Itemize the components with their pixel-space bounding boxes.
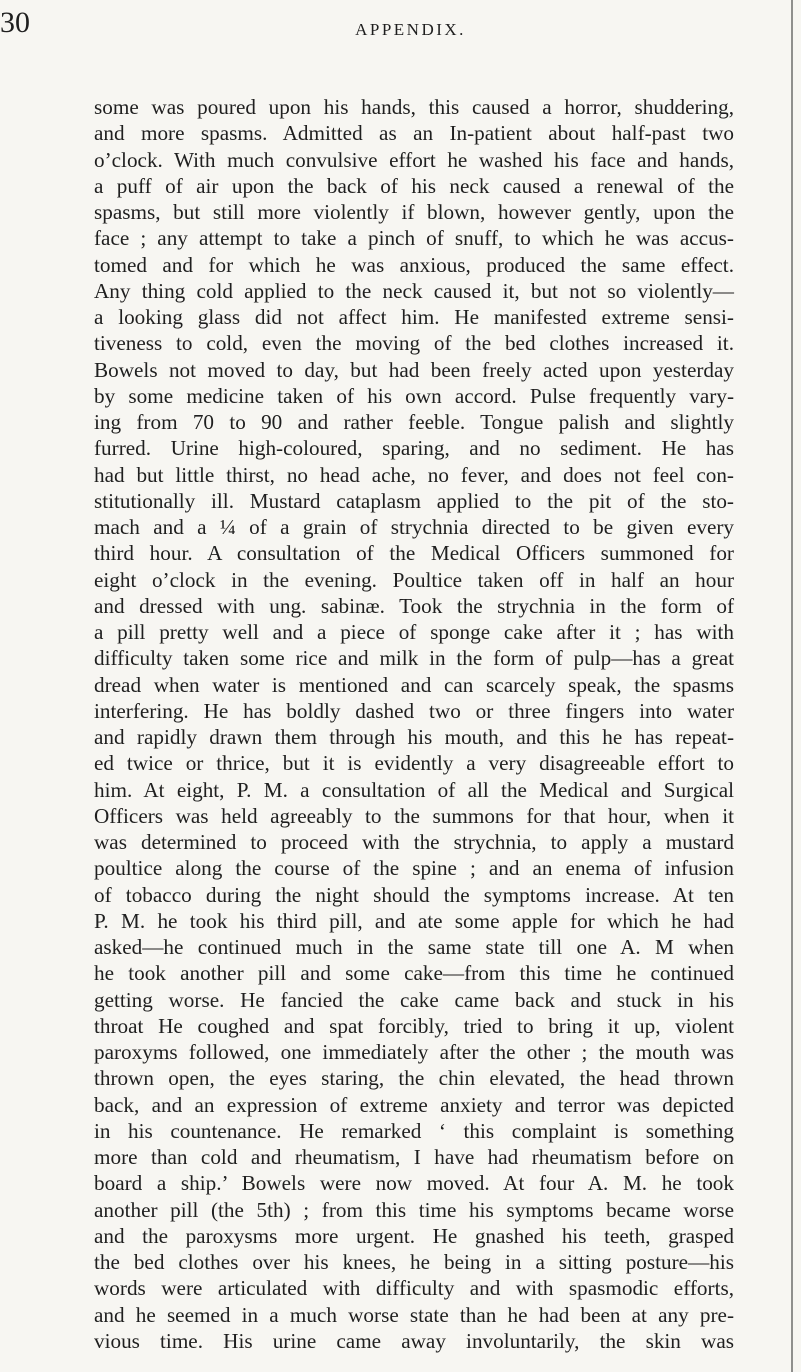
text-line: Bowels not moved to day, but had been freely acted upon yesterday (94, 357, 734, 382)
text-line: furred. Urine high-coloured, sparing, and no sediment. He has (94, 436, 734, 461)
text-line: was determined to proceed with the strychnia, to apply a mustard (94, 830, 734, 854)
text-line: had but little thirst, no head ache, no fever, and does not feel con- (94, 462, 734, 487)
text-line: paroxyms followed, one immediately after the other ; the mouth was (94, 1040, 734, 1064)
text-line: he took another pill and some cake—from this time he continued (94, 961, 734, 986)
text-line: ing from 70 to 90 and rather feeble. Tongue palish and slightly (94, 410, 734, 434)
text-line: throat He coughed and spat forcibly, tried to bring it up, violent (94, 1013, 734, 1038)
page-edge-rule (791, 0, 793, 1372)
text-line: the bed clothes over his knees, he being in a sitting posture—his (94, 1250, 734, 1274)
text-line: ed twice or thrice, but it is evidently a very disagreeable effort to (94, 751, 734, 776)
text-line: third hour. A consultation of the Medical Officers summoned for (94, 541, 734, 566)
text-line: in his countenance. He remarked ‘ this complaint is something (94, 1118, 734, 1143)
text-line: poultice along the course of the spine ; and an enema of infusion (94, 856, 734, 881)
text-line: tomed and for which he was anxious, produced the same effect. (94, 252, 734, 277)
text-line: and dressed with ung. sabinæ. Took the strychnia in the form of (94, 593, 734, 618)
page-number: 30 (0, 6, 30, 39)
text-line: another pill (the 5th) ; from this time his symptoms became worse (94, 1197, 734, 1222)
text-line: more than cold and rheumatism, I have had rheumatism before on (94, 1145, 734, 1169)
text-line: board a ship.’ Bowels were now moved. At four A. M. he took (94, 1171, 734, 1196)
text-line: eight o’clock in the evening. Poultice taken off in half an hour (94, 567, 734, 592)
text-line: a looking glass did not affect him. He manifested extreme sensi- (94, 305, 734, 329)
text-line: him. At eight, P. M. a consultation of all the Medical and Surgical (94, 777, 734, 802)
running-head: APPENDIX. (355, 20, 466, 39)
text-line: a pill pretty well and a piece of sponge cake after it ; has with (94, 620, 734, 644)
text-line: tiveness to cold, even the moving of the bed clothes increased it. (94, 331, 734, 356)
text-line: and more spasms. Admitted as an In-patient about half-past two (94, 121, 734, 146)
text-line: and rapidly drawn them through his mouth, and this he has repeat- (94, 725, 734, 749)
text-line: vious time. His urine came away involuntarily, the skin was (94, 1328, 734, 1353)
text-line: stitutionally ill. Mustard cataplasm applied to the pit of the sto- (94, 488, 734, 513)
text-line: a puff of air upon the back of his neck caused a renewal of the (94, 173, 734, 198)
text-line: spasms, but still more violently if blown, however gently, upon the (94, 200, 734, 224)
text-line: getting worse. He fancied the cake came back and stuck in his (94, 987, 734, 1012)
text-line: some was poured upon his hands, this caused a horror, shuddering, (94, 95, 734, 119)
text-line: words were articulated with difficulty and with spasmodic efforts, (94, 1276, 734, 1301)
body-text (94, 94, 734, 1354)
text-line: Officers was held agreeably to the summons for that hour, when it (94, 803, 734, 828)
text-line: P. M. he took his third pill, and ate some apple for which he had (94, 908, 734, 933)
text-line: face ; any attempt to take a pinch of snuff, to which he was accus- (94, 226, 734, 251)
text-line: by some medicine taken of his own accord. Pulse frequently vary- (94, 383, 734, 408)
text-line: thrown open, the eyes staring, the chin elevated, the head thrown (94, 1066, 734, 1091)
text-line: difficulty taken some rice and milk in the form of pulp—has a great (94, 646, 734, 671)
text-line: o’clock. With much convulsive effort he washed his face and hands, (94, 147, 734, 172)
text-line: and he seemed in a much worse state than he had been at any pre- (94, 1302, 734, 1327)
text-line: asked—he continued much in the same state till one A. M when (94, 935, 734, 959)
text-line: dread when water is mentioned and can scarcely speak, the spasms (94, 672, 734, 697)
text-line: of tobacco during the night should the symptoms increase. At ten (94, 882, 734, 907)
text-line: interfering. He has boldly dashed two or three fingers into water (94, 698, 734, 723)
text-line: mach and a ¼ of a grain of strychnia directed to be given every (94, 515, 734, 539)
text-line: Any thing cold applied to the neck caused it, but not so violently— (94, 278, 734, 303)
text-line: back, and an expression of extreme anxiety and terror was depicted (94, 1092, 734, 1117)
text-line: and the paroxysms more urgent. He gnashed his teeth, grasped (94, 1223, 734, 1248)
